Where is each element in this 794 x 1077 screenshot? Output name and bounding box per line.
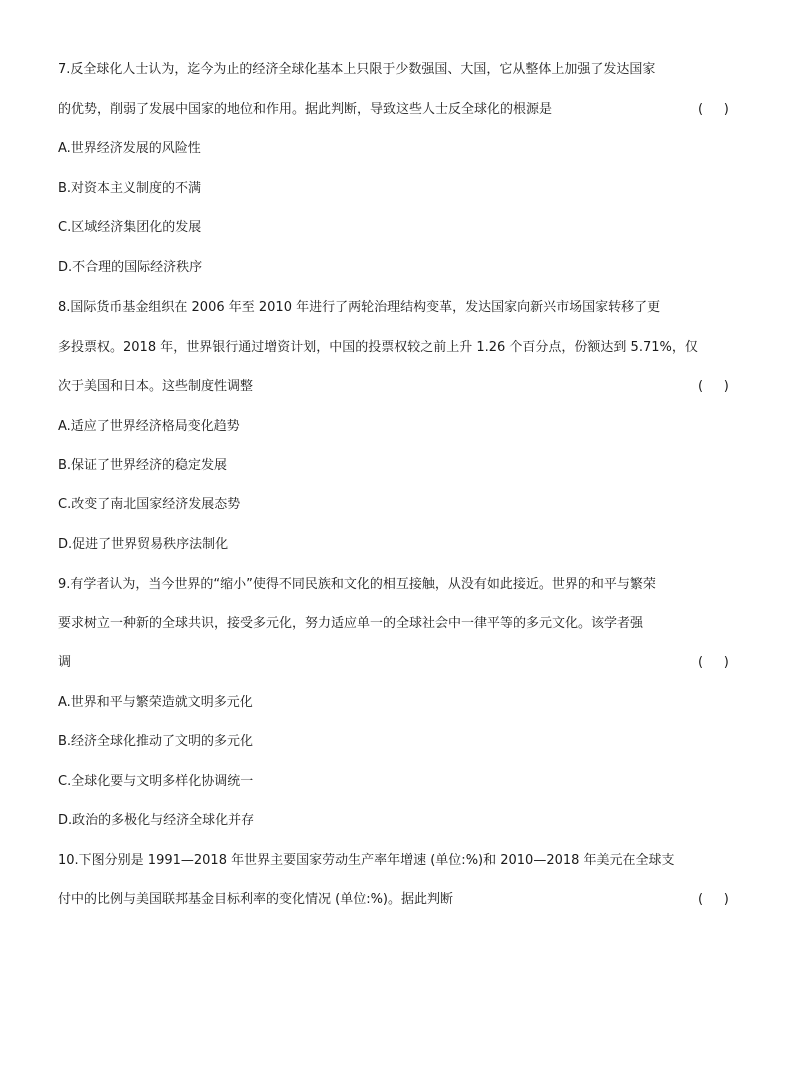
q9-stem-line-3: 调 bbox=[58, 655, 72, 670]
q9-option-a: A.世界和平与繁荣造就文明多元化 bbox=[58, 695, 253, 710]
q8-answer-bracket: ( ) bbox=[698, 379, 729, 394]
q7-option-c: C.区域经济集团化的发展 bbox=[58, 220, 202, 235]
q7-answer-bracket: ( ) bbox=[698, 102, 729, 117]
q9-answer-bracket: ( ) bbox=[698, 655, 729, 670]
q9-stem-line-1: 9.有学者认为，当今世界的“缩小”使得不同民族和文化的相互接触，从没有如此接近。世界的和平与繁荣 bbox=[58, 577, 656, 592]
q9-stem-line-2: 要求树立一种新的全球共识，接受多元化，努力适应单一的全球社会中一律平等的多元文化。该学者强 bbox=[58, 616, 644, 631]
q10-stem-line-1: 10.下图分别是 1991—2018 年世界主要国家劳动生产率年增速 (单位:%)和 2010—2018 年美元在全球支 bbox=[58, 853, 675, 868]
q7-option-a: A.世界经济发展的风险性 bbox=[58, 141, 201, 156]
q7-stem-line-2: 的优势，削弱了发展中国家的地位和作用。据此判断，导致这些人士反全球化的根源是 bbox=[58, 102, 553, 117]
q8-stem-line-2: 多投票权。2018 年，世界银行通过增资计划，中国的投票权较之前上升 1.26 个百分点，份额达到 5.71%，仅 bbox=[58, 340, 698, 355]
q8-stem-line-1: 8.国际货币基金组织在 2006 年至 2010 年进行了两轮治理结构变革，发达国家向新兴市场国家转移了更 bbox=[58, 300, 661, 315]
q9-option-b: B.经济全球化推动了文明的多元化 bbox=[58, 734, 254, 749]
q7-stem-line-1: 7.反全球化人士认为，迄今为止的经济全球化基本上只限于少数强国、大国，它从整体上加强了发达国家 bbox=[58, 62, 656, 77]
q7-option-d: D.不合理的国际经济秩序 bbox=[58, 260, 203, 275]
q8-option-a: A.适应了世界经济格局变化趋势 bbox=[58, 419, 240, 434]
q8-option-b: B.保证了世界经济的稳定发展 bbox=[58, 458, 228, 473]
q10-stem-line-2: 付中的比例与美国联邦基金目标利率的变化情况 (单位:%)。据此判断 bbox=[58, 892, 454, 907]
q8-option-c: C.改变了南北国家经济发展态势 bbox=[58, 497, 241, 512]
q10-answer-bracket: ( ) bbox=[698, 892, 729, 907]
q9-option-c: C.全球化要与文明多样化协调统一 bbox=[58, 774, 254, 789]
q9-option-d: D.政治的多极化与经济全球化并存 bbox=[58, 813, 255, 828]
q7-option-b: B.对资本主义制度的不满 bbox=[58, 181, 202, 196]
q8-stem-line-3: 次于美国和日本。这些制度性调整 bbox=[58, 379, 254, 394]
q8-option-d: D.促进了世界贸易秩序法制化 bbox=[58, 537, 229, 552]
